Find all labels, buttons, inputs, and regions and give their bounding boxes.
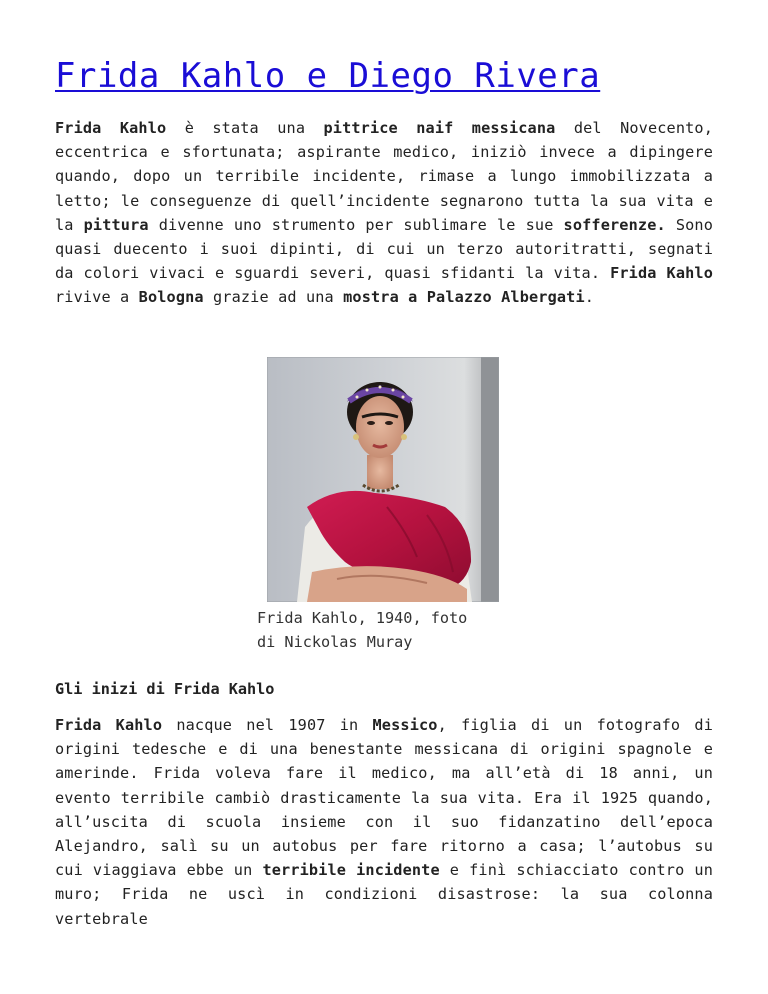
text: divenne uno strumento per sublimare le sue: [148, 215, 564, 234]
section-heading: Gli inizi di Frida Kahlo: [55, 680, 275, 698]
text: e finì schiacciato contro un muro; Frida ne uscì in condizioni disastrose: la sua colonna vertebrale: [55, 861, 713, 928]
caption-line: di Nickolas Muray: [257, 633, 413, 652]
text: nacque nel 1907 in: [162, 716, 373, 734]
text: , figlia di un fotografo di origini tedesche e di una benestante messicana di origini spagnole e amerinde. Frida voleva fare il medico, ma all’età di 18 anni, un evento terribile cambiò drasticamente la sua vita. Era il 1925 quando, all’uscita di scuola insieme con il suo fidanzatino dell’epoca Alejandro, salì su un autobus per fare ritorno a casa; l’autobus su cui viaggiava ebbe un: [55, 716, 714, 880]
bold-text: Frida Kahlo: [610, 264, 713, 283]
bold-text: pittrice naif messicana: [323, 119, 556, 137]
bold-text: pittura: [83, 215, 149, 234]
text: grazie ad una: [203, 288, 344, 307]
text: del Novecento, eccentrica e sfortunata; aspirante medico, iniziò invece a dipingere quando, dopo un terribile incidente, rimase a lungo immobilizzata a letto; le conseguenze di quell’incidente segnarono tutta la sua vita e la: [55, 119, 714, 234]
section-paragraph: [55, 713, 713, 931]
caption-line: Frida Kahlo, 1940, foto: [257, 609, 468, 627]
bold-text: Frida Kahlo: [55, 716, 163, 734]
text: .: [584, 288, 595, 307]
bold-text: sofferenze.: [563, 215, 666, 234]
article-title-link[interactable]: Frida Kahlo e Diego Rivera: [55, 56, 601, 96]
figure-caption: [257, 606, 547, 654]
bold-text: terribile incidente: [262, 861, 440, 880]
bold-text: Bologna: [138, 288, 204, 307]
portrait-photo: [267, 357, 499, 602]
text: è stata una: [166, 119, 324, 137]
intro-paragraph: [55, 116, 713, 310]
bold-text: Frida Kahlo: [55, 119, 167, 137]
bold-text: Messico: [372, 716, 438, 734]
text: Sono quasi duecento i suoi dipinti, di cui un terzo autoritratti, segnati da colori vivaci e sguardi severi, quasi sfidanti la vita.: [55, 215, 713, 283]
bold-text: mostra a Palazzo Albergati: [343, 288, 585, 307]
text: rivive a: [55, 288, 139, 307]
